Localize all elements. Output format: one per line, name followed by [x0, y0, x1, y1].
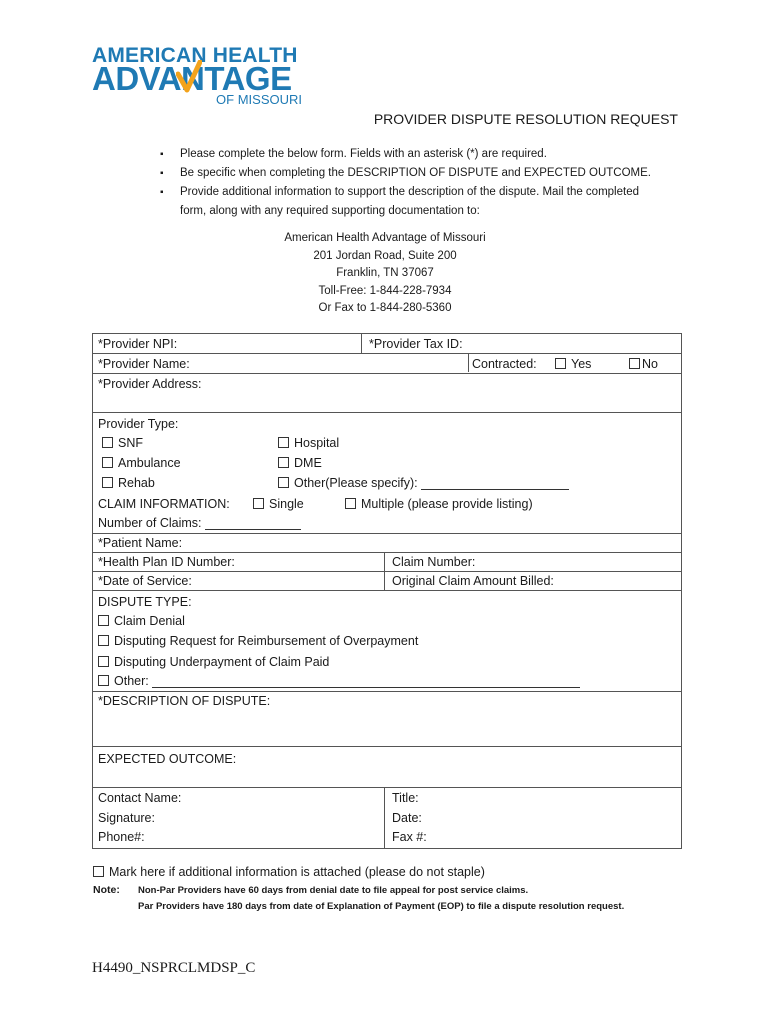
checkbox-icon: [253, 498, 264, 509]
overpayment-checkbox[interactable]: [98, 634, 418, 648]
expected-outcome-field[interactable]: EXPECTED OUTCOME:: [98, 752, 237, 766]
multiple-claims-label: Multiple (please provide listing): [361, 497, 533, 511]
claim-denial-checkbox[interactable]: [98, 614, 185, 628]
provider-tax-id-field[interactable]: *Provider Tax ID:: [369, 337, 463, 351]
divider: [93, 533, 681, 534]
snf-label: SNF: [118, 436, 143, 450]
additional-info-checkbox[interactable]: [93, 865, 485, 879]
mailing-name: American Health Advantage of Missouri: [284, 232, 486, 244]
divider: [93, 746, 681, 747]
divider: [93, 590, 681, 591]
provider-type-label: Provider Type:: [98, 417, 179, 431]
ambulance-checkbox[interactable]: [102, 456, 181, 470]
contracted-yes-checkbox[interactable]: [555, 357, 591, 371]
checkbox-icon: [278, 457, 289, 468]
underpayment-checkbox[interactable]: [98, 655, 329, 669]
note-label: Note:: [93, 884, 120, 896]
contracted-no-checkbox[interactable]: [629, 357, 658, 371]
additional-info-label: Mark here if additional information is attached (please do not staple): [109, 865, 485, 879]
other-dispute-input[interactable]: [152, 674, 580, 688]
checkbox-icon: [98, 635, 109, 646]
form-code: H4490_NSPRCLMDSP_C: [92, 960, 256, 976]
mailing-city: Franklin, TN 37067: [336, 267, 434, 279]
checkbox-icon: [102, 477, 113, 488]
overpayment-label: Disputing Request for Reimbursement of Overpayment: [114, 634, 419, 648]
dme-checkbox[interactable]: [278, 456, 322, 470]
dispute-form: [92, 333, 682, 849]
other-dispute-label: Other:: [114, 674, 149, 688]
phone-field[interactable]: Phone#:: [98, 830, 145, 844]
number-of-claims-field[interactable]: [98, 516, 301, 530]
instruction-item: ▪ Be specific when completing the DESCRIPTION OF DISPUTE and EXPECTED OUTCOME.: [160, 164, 660, 183]
divider: [93, 412, 681, 413]
divider: [384, 787, 385, 848]
divider: [93, 691, 681, 692]
provider-name-field[interactable]: *Provider Name:: [98, 357, 190, 371]
provider-npi-field[interactable]: *Provider NPI:: [98, 337, 178, 351]
checkbox-icon: [93, 866, 104, 877]
claim-number-field[interactable]: Claim Number:: [392, 555, 476, 569]
contracted-no-label: No: [642, 357, 658, 371]
provider-address-field[interactable]: *Provider Address:: [98, 377, 202, 391]
rehab-label: Rehab: [118, 476, 155, 490]
number-of-claims-input[interactable]: [205, 516, 301, 530]
single-claim-label: Single: [269, 497, 304, 511]
ambulance-label: Ambulance: [118, 456, 181, 470]
rehab-checkbox[interactable]: [102, 476, 155, 490]
date-of-service-field[interactable]: *Date of Service:: [98, 574, 192, 588]
contracted-yes-label: Yes: [571, 357, 592, 371]
original-amount-field[interactable]: Original Claim Amount Billed:: [392, 574, 554, 588]
checkbox-icon: [278, 477, 289, 488]
date-field[interactable]: Date:: [392, 811, 422, 825]
mailing-street: 201 Jordan Road, Suite 200: [313, 249, 457, 262]
signature-field[interactable]: Signature:: [98, 811, 155, 825]
instruction-item: ▪ Provide additional information to support the description of the dispute. Mail the completed form, along with any required supporting documentation to:: [160, 183, 660, 221]
claim-denial-label: Claim Denial: [114, 614, 185, 628]
instruction-item: ▪ Please complete the below form. Fields with an asterisk (*) are required.: [160, 145, 660, 164]
other-type-checkbox[interactable]: [278, 476, 569, 490]
other-dispute-checkbox[interactable]: [98, 674, 580, 688]
logo-line-1: AMERICAN HEALTH: [92, 44, 298, 67]
other-type-label: Other(Please specify):: [294, 476, 418, 490]
divider: [93, 552, 681, 553]
hospital-checkbox[interactable]: [278, 436, 339, 450]
checkbox-icon: [102, 437, 113, 448]
snf-checkbox[interactable]: [102, 436, 143, 450]
multiple-claims-checkbox[interactable]: [345, 497, 533, 511]
note-line-1: Non-Par Providers have 60 days from denial date to file appeal for post service claims.: [138, 885, 529, 896]
checkbox-icon: [98, 615, 109, 626]
note-line-2: Par Providers have 180 days from date of Explanation of Payment (EOP) to file a dispute resolution request.: [138, 901, 625, 912]
checkbox-icon: [278, 437, 289, 448]
instructions-list: [160, 145, 660, 221]
logo-checkmark-icon: [176, 60, 202, 94]
fax-field[interactable]: Fax #:: [392, 830, 427, 844]
contact-name-field[interactable]: Contact Name:: [98, 791, 182, 805]
single-claim-checkbox[interactable]: [253, 497, 304, 511]
underpayment-label: Disputing Underpayment of Claim Paid: [114, 655, 330, 669]
health-plan-id-field[interactable]: *Health Plan ID Number:: [98, 555, 235, 569]
number-of-claims-label: Number of Claims:: [98, 516, 202, 530]
mailing-tollfree: Toll-Free: 1-844-228-7934: [318, 284, 452, 297]
checkbox-icon: [102, 457, 113, 468]
checkbox-icon: [555, 358, 566, 369]
dispute-type-label: DISPUTE TYPE:: [98, 595, 192, 609]
mailing-fax: Or Fax to 1-844-280-5360: [318, 302, 452, 314]
checkbox-icon: [345, 498, 356, 509]
logo-line-2: ADVANTAGE: [92, 60, 292, 97]
divider: [93, 787, 681, 788]
checkbox-icon: [629, 358, 640, 369]
logo-line-3: OF MISSOURI: [216, 92, 302, 107]
mailing-address: [0, 230, 770, 318]
company-logo: [92, 44, 306, 108]
dme-label: DME: [294, 456, 322, 470]
other-type-input[interactable]: [421, 476, 569, 490]
patient-name-field[interactable]: *Patient Name:: [98, 536, 183, 550]
checkbox-icon: [98, 675, 109, 686]
divider: [361, 334, 362, 354]
description-field[interactable]: *DESCRIPTION OF DISPUTE:: [98, 694, 271, 708]
contracted-label: Contracted:: [472, 357, 537, 371]
claim-info-label: CLAIM INFORMATION:: [98, 497, 230, 511]
divider: [93, 571, 681, 572]
page-title: PROVIDER DISPUTE RESOLUTION REQUEST: [373, 111, 678, 127]
hospital-label: Hospital: [294, 436, 340, 450]
divider: [93, 373, 681, 374]
title-field[interactable]: Title:: [392, 791, 419, 805]
checkbox-icon: [98, 656, 109, 667]
